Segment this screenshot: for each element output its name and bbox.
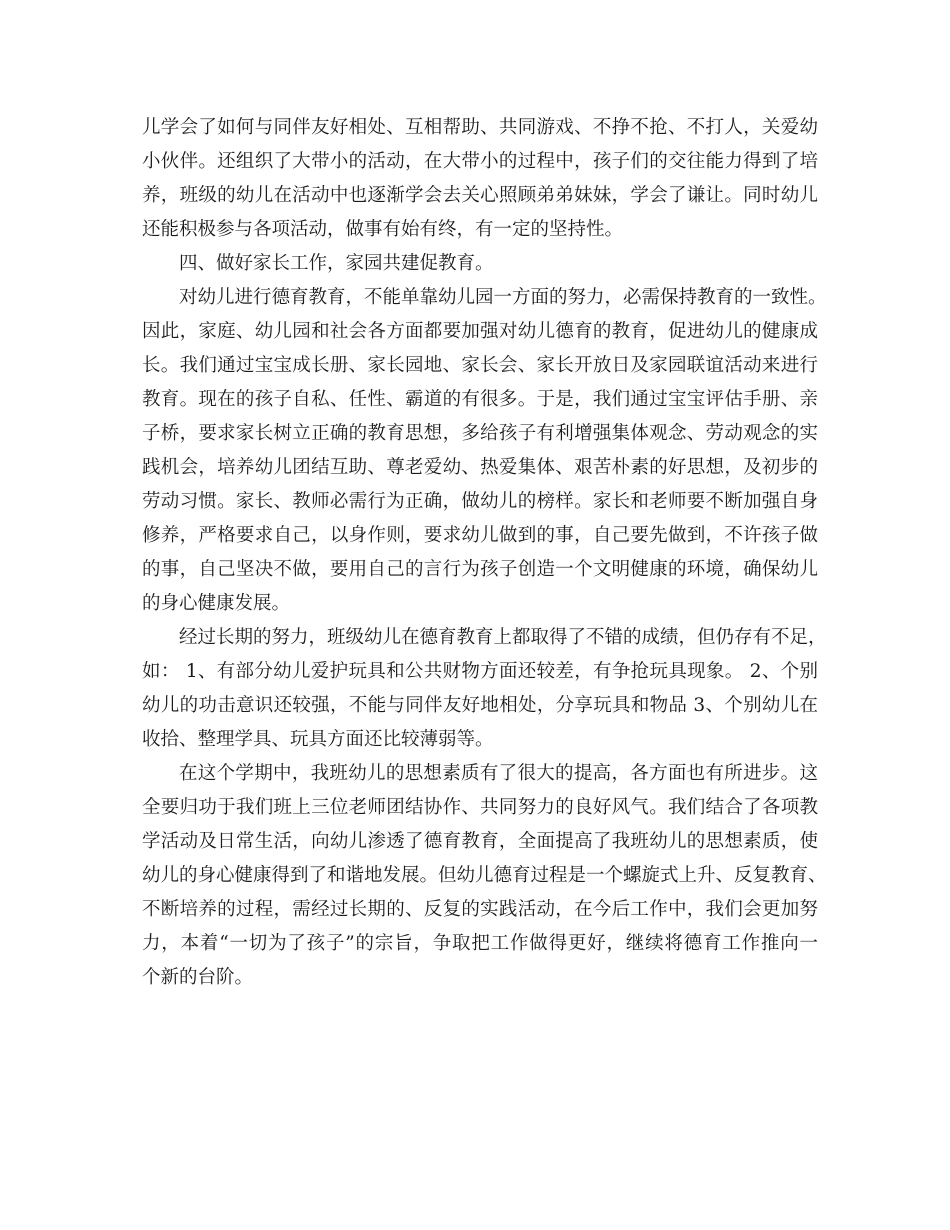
text-line: 的事，自己坚决不做，要用自己的言行为孩子创造一个文明健康的环境，确保幼儿	[142, 559, 818, 580]
text-line: 小伙伴。还组织了大带小的活动，在大带小的过程中，孩子们的交往能力得到了培	[142, 151, 818, 172]
text-line: 收拾、整理学具、玩具方面还比较薄弱等。	[142, 729, 494, 750]
text-line: 劳动习惯。家长、教师必需行为正确，做幼儿的榜样。家长和老师要不断加强自身	[142, 491, 818, 512]
text-line: 子桥，要求家长树立正确的教育思想，多给孩子有利增强集体观念、劳动观念的实	[142, 423, 818, 444]
text-line: 经过长期的努力，班级幼儿在德育教育上都取得了不错的成绩，但仍存有不足，	[179, 627, 827, 648]
text-line: 还能积极参与各项活动，做事有始有终，有一定的坚持性。	[142, 219, 624, 240]
text-line: 全要归功于我们班上三位老师团结协作、共同努力的良好风气。我们结合了各项教	[142, 797, 818, 818]
text-line: 个新的台阶。	[142, 967, 254, 988]
text-line: 对幼儿进行德育教育，不能单靠幼儿园一方面的努力，必需保持教育的一致性。	[179, 287, 827, 308]
text-line: 学活动及日常生活，向幼儿渗透了德育教育，全面提高了我班幼儿的思想素质，使	[142, 831, 818, 852]
text-line: 因此，家庭、幼儿园和社会各方面都要加强对幼儿德育的教育，促进幼儿的健康成	[142, 321, 818, 342]
text-line: 幼儿的功击意识还较强，不能与同伴友好地相处，分享玩具和物品 3、个别幼儿在	[142, 695, 818, 716]
document-body	[142, 111, 827, 995]
text-line: 如： 1、有部分幼儿爱护玩具和公共财物方面还较差，有争抢玩具现象。 2、个别	[142, 661, 818, 682]
text-line: 养，班级的幼儿在活动中也逐渐学会去关心照顾弟弟妹妹，学会了谦让。同时幼儿	[142, 185, 818, 206]
text-line: 长。我们通过宝宝成长册、家长园地、家长会、家长开放日及家园联谊活动来进行	[142, 355, 818, 376]
text-line: 幼儿的身心健康得到了和谐地发展。但幼儿德育过程是一个螺旋式上升、反复教育、	[142, 865, 827, 886]
text-line: 儿学会了如何与同伴友好相处、互相帮助、共同游戏、不挣不抢、不打人，关爱幼	[142, 117, 818, 138]
text-line: 不断培养的过程，需经过长期的、反复的实践活动，在今后工作中，我们会更加努	[142, 899, 818, 920]
text-line: 的身心健康发展。	[142, 593, 291, 614]
text-line: 在这个学期中，我班幼儿的思想素质有了很大的提高，各方面也有所进步。这	[179, 763, 818, 784]
section-heading: 四、做好家长工作，家园共建促教育。	[179, 253, 494, 274]
text-line: 教育。现在的孩子自私、任性、霸道的有很多。于是，我们通过宝宝评估手册、亲	[142, 389, 818, 410]
text-line: 力，本着“一切为了孩子”的宗旨，争取把工作做得更好，继续将德育工作推向一	[142, 933, 818, 954]
text-line: 修养，严格要求自己，以身作则，要求幼儿做到的事，自己要先做到，不许孩子做	[142, 525, 818, 546]
text-line: 践机会，培养幼儿团结互助、尊老爱幼、热爱集体、艰苦朴素的好思想，及初步的	[142, 457, 818, 478]
